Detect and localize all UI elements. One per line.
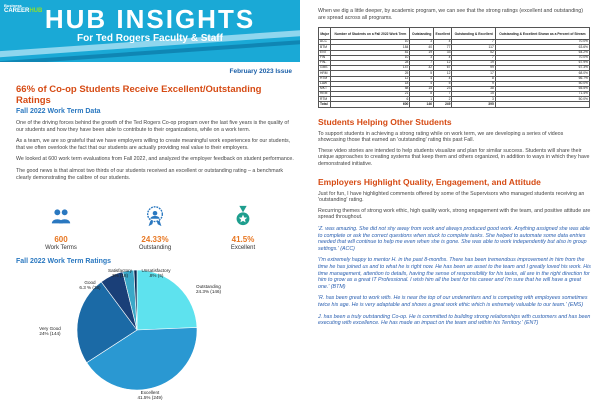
table-cell: 8 <box>410 92 434 97</box>
program-intro: When we dig a little deeper, by academic program, we can see that the strong ratings (excellent and outstanding) are spread across all programs. <box>318 8 583 21</box>
column-header: Outstanding & Excellent <box>452 28 495 40</box>
stat-outstanding <box>120 205 190 251</box>
table-cell: 70.0% <box>495 40 589 45</box>
column-header: Outstanding & Excellent Shown as a Percent of Stream <box>495 28 589 40</box>
article-subhead: Fall 2022 Work Term Data <box>16 108 101 115</box>
table-cell: 5 <box>410 71 434 76</box>
table-cell: ENT <box>319 50 331 55</box>
article-paragraph: As a team, we are so grateful that we have employers willing to create meaningful work experiences for our students, that we often overlook the fact that our students are actually providing real value to their employers. <box>16 138 291 151</box>
table-cell: 600 <box>331 102 410 107</box>
stat-label: Excellent <box>230 245 256 251</box>
stat-work-terms <box>26 205 96 251</box>
table-cell: 23 <box>434 86 452 91</box>
table-cell: 8 <box>452 76 495 81</box>
table-cell: 3 <box>410 55 434 60</box>
table-cell: GMS <box>319 66 331 71</box>
table-cell: 117 <box>452 45 495 50</box>
right-column <box>300 0 600 400</box>
table-cell: 3 <box>410 40 434 45</box>
pie-label: Excellent 41.5% (249) <box>137 390 163 400</box>
column-header: Major <box>319 28 331 40</box>
table-cell: 10 <box>331 55 410 60</box>
table-cell: 99 <box>452 66 495 71</box>
table-cell: 67.9% <box>495 60 589 65</box>
table-cell: LAW <box>319 81 331 86</box>
table-cell: 71.4% <box>495 92 589 97</box>
medal-icon <box>232 205 254 227</box>
table-cell: HTM <box>319 76 331 81</box>
table-cell: BTM <box>319 45 331 50</box>
table-cell: ACC <box>319 40 331 45</box>
table-cell: 7 <box>434 92 452 97</box>
table-cell: 147 <box>331 66 410 71</box>
table-cell: 32 <box>410 66 434 71</box>
table-cell: 81 <box>331 50 410 55</box>
table-cell: 146 <box>410 102 434 107</box>
logo-word-hub: HUB <box>29 8 43 14</box>
stat-label: Outstanding <box>138 245 172 251</box>
table-cell: 4 <box>410 81 434 86</box>
table-cell: 12 <box>434 71 452 76</box>
table-cell: 4 <box>434 55 452 60</box>
table-cell: 67 <box>434 66 452 71</box>
newsletter-title: HUB INSIGHTS <box>44 4 256 34</box>
table-cell: 4 <box>410 76 434 81</box>
table-cell: 58 <box>331 86 410 91</box>
table-cell: 50.0% <box>495 81 589 86</box>
table-cell: 70.0% <box>495 55 589 60</box>
table-cell: 67.3% <box>495 66 589 71</box>
table-cell: 10 <box>331 40 410 45</box>
section-paragraph: Just for fun, I have highlighted comments offered by some of the Supervisors who managed students receiving an 'outstanding' rating. <box>318 190 585 204</box>
column-header: Outstanding <box>410 28 434 40</box>
table-cell: 33 <box>434 50 452 55</box>
pie-label: Outstanding 24.3% (146) <box>196 284 222 294</box>
table-cell: 15 <box>452 92 495 97</box>
section-title: Students Helping Other Students <box>318 116 452 127</box>
table-cell: 12 <box>331 76 410 81</box>
stat-value: 600 <box>54 235 68 244</box>
section-paragraph: Recurring themes of strong work ethic, high quality work, strong engagement with the team, and positive attitude are spread throughout. <box>318 207 591 221</box>
table-cell: 52 <box>452 50 495 55</box>
award-badge-icon <box>144 205 166 227</box>
table-cell: 184 <box>331 45 410 50</box>
program-ratings-table <box>318 27 590 107</box>
table-cell: MKT <box>319 86 331 91</box>
table-cell: 19 <box>452 60 495 65</box>
section-paragraph: These video stories are intended to help students visualize and plan for similar success. Students will share their unique approaches to creating systems that keep them and others organized, in addition to ways in which they have demonstrated initiative. <box>318 147 590 167</box>
table-cell: 66.7% <box>495 76 589 81</box>
supervisor-quote: 'I'm extremely happy to mentor H. in the past 8-months. There has been tremendous improvement in him from the time he has joined us and to what he is right now. He has been an asset to the team and I greatly loved his work. His time management, attention to details, having the sense of responsibility for his tasks, all are in the right direction for him to grow as a great IT Professional. I wish him all the best for his career and I'm sure that he will have a great one.' (BTM) <box>318 257 591 290</box>
pie-label: Unsatisfactory .8% (5) <box>141 268 171 278</box>
table-row <box>319 102 590 107</box>
table-cell: 38 <box>452 86 495 91</box>
section-paragraph: To support students in achieving a strong rating while on work term, we are developing a series of videos showcasing those that earned an 'outstanding' rating this past Fall. <box>318 130 564 144</box>
table-cell: Total <box>319 102 331 107</box>
table-cell: 68.0% <box>495 71 589 76</box>
table-cell: 7 <box>452 40 495 45</box>
table-cell: 12 <box>434 60 452 65</box>
supervisor-quote: 'Z. was amazing. She did not shy away from work and always produced good work. Anything assigned she was able to complete or ask the correct questions when stuck to complete tasks. She helped to automate some data entries needed that will continue to help me even when she is gone. She was able to work independently but also in group settings.' (ACC) <box>318 225 590 252</box>
table-cell: REM <box>319 92 331 97</box>
article-headline: 66% of Co-op Students Receive Excellent/Outstanding Ratings <box>16 84 262 106</box>
newsletter-subtitle: For Ted Rogers Faculty & Staff <box>77 33 223 44</box>
table-cell: 3 <box>452 97 495 102</box>
section-title: Employers Highlight Quality, Engagement, and Attitude <box>318 176 541 187</box>
table-cell: 65.5% <box>495 86 589 91</box>
table-cell: 17 <box>452 71 495 76</box>
table-cell: HRM <box>319 71 331 76</box>
table-cell: 9 <box>452 81 495 86</box>
stat-excellent <box>208 205 278 251</box>
table-cell: 395 <box>452 102 495 107</box>
column-header: Number of Students on a Fall 2022 Work Term <box>331 28 410 40</box>
table-cell: 21 <box>331 92 410 97</box>
table-cell: 7 <box>410 60 434 65</box>
stats-row <box>16 205 294 255</box>
logo-small-text: Business <box>4 3 22 8</box>
table-cell: 25 <box>331 71 410 76</box>
pie-label: Satisfactory 3% (18) <box>108 268 132 278</box>
table-cell: 40 <box>410 45 434 50</box>
table-cell: 1 <box>410 97 434 102</box>
chart-title: Fall 2022 Work Term Ratings <box>16 258 112 265</box>
table-cell: FIN <box>319 55 331 60</box>
article-paragraph: One of the driving forces behind the growth of the Ted Rogers Co-op program over the last five years is the quality of our students and how they have been able to contribute to their organizations, while on a work term. <box>16 120 289 133</box>
table-cell: 18 <box>331 81 410 86</box>
table-cell: 77 <box>434 45 452 50</box>
column-header: Excellent <box>434 28 452 40</box>
table-cell: 63.6% <box>495 45 589 50</box>
table-cell: 50.0% <box>495 97 589 102</box>
table-cell: 6 <box>331 97 410 102</box>
pie-label: Very Good 24% (144) <box>39 326 61 336</box>
table-cell: 28 <box>331 60 410 65</box>
table-cell: FIN- <box>319 60 331 65</box>
pie-slice-outstanding <box>137 270 197 330</box>
table-cell: 19 <box>410 50 434 55</box>
table-cell <box>495 102 589 107</box>
table-cell: 4 <box>434 76 452 81</box>
supervisor-quote: J. has been a truly outstanding Co-op. He is committed to building strong relationships with customers and has been executing with excellence. He has made an impact on the team and within his Territory.' (ENT) <box>318 313 591 327</box>
table-cell: 64.2% <box>495 50 589 55</box>
table-cell: 2 <box>434 97 452 102</box>
table-cell: 7 <box>452 55 495 60</box>
stat-label: Work Terms <box>45 245 77 251</box>
pie-label: Good 6.3 % (38) <box>79 280 101 290</box>
table-cell: 15 <box>410 86 434 91</box>
logo-word-career: CAREER <box>4 8 30 14</box>
table-cell: 4 <box>434 40 452 45</box>
ratings-pie-chart <box>0 266 300 400</box>
issue-date: February 2023 Issue <box>229 68 292 75</box>
table-cell: 249 <box>434 102 452 107</box>
stat-value: 24.33% <box>141 235 169 244</box>
people-icon <box>50 205 72 227</box>
article-paragraph: The good news is that almost two thirds of our students received an excellent or outstanding rating – a benchmark clearly demonstrating the calibre of our students. <box>16 167 284 181</box>
supervisor-quote: 'R. has been great to work with. He is near the top of our underwriters and is competing with employees sometimes twice his age. He is very adaptable and shows a great work ethic which is extremely valuable to our team.' (EMS) <box>318 295 588 308</box>
article-paragraph: We looked at 600 work term evaluations from Fall 2022, and analyzed the employer feedback on student performance. <box>16 156 294 163</box>
table-header-row <box>319 28 590 40</box>
stat-value: 41.5% <box>231 235 255 244</box>
header-banner <box>0 0 300 62</box>
table-cell: 5 <box>434 81 452 86</box>
table-cell: RTM <box>319 97 331 102</box>
article-main <box>16 84 294 181</box>
